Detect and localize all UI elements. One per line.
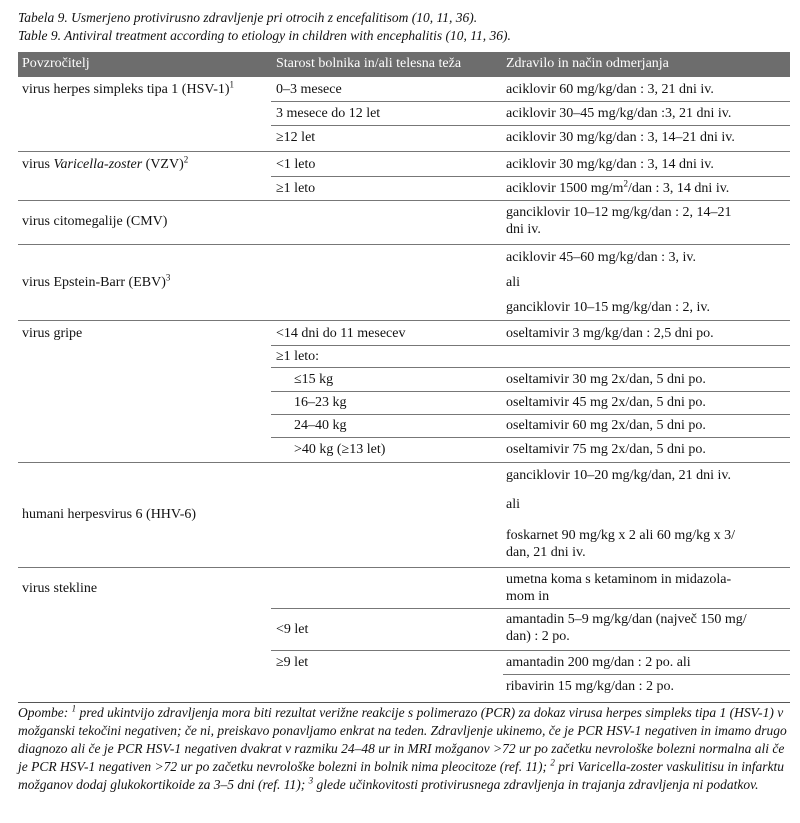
weight-cell: 16–23 kg <box>294 395 347 410</box>
age-cell: ≥1 leto <box>276 181 316 196</box>
row-divider <box>271 650 790 651</box>
table-notes: Opombe: $^1$ pred ukintvijo zdravljenja mora biti rezultat verižne reakcije s polimerazo (PCR) za dokaz virusa herpes simpleks tipa 1 (HSV-1) v možganski tekočini negativen; če ni, preiskavo ponavljamo enkrat na teden. Zdravljenje ukinemo, če je PCR HSV-1 negativen in imamo drugo diagnozo ali če je PCR HSV-1 negativen dvakrat v razmiku 24–48 ur in MRI možganov >72 ur po začetku nevrološke bolezni normalna ali če je PCR HSV-1 negativen >72 ur po začetku nevrološke bolezni in bolnik nima pleocitoze (ref. 11); $^2$ pri Varicella-zoster vaskulitisu in infarktu možganov dodaj glukokortikoide za 3–5 dni (ref. 11); $^3$ glede učinkovitosti protivirusnega zdravljenja in trajanja zdravljenja ni podatkov. <box>18 703 787 792</box>
dosage-cell: ganciklovir 10–20 mg/kg/dan, 21 dni iv. <box>506 468 732 483</box>
age-cell: ≥12 let <box>276 130 316 145</box>
dosage-or: ali <box>506 275 520 290</box>
dosage-cell: foskarnet 90 mg/kg x 2 ali 60 mg/kg x 3/ dan, 21 dni iv. <box>506 528 736 560</box>
pathogen-hhv6: humani herpesvirus 6 (HHV-6) <box>22 507 197 522</box>
dosage-cell: amantadin 200 mg/dan : 2 po. ali <box>506 655 691 670</box>
table-caption <box>18 9 511 45</box>
age-cell: <9 let <box>276 622 309 637</box>
row-ebv <box>18 245 790 321</box>
row-divider <box>271 101 790 102</box>
dosage-cell: oseltamivir 75 mg 2x/dan, 5 dni po. <box>506 442 706 457</box>
pathogen-cmv: virus citomegalije (CMV) <box>22 214 168 229</box>
pathogen-vzv: virus Varicella-zoster (VZV)$^2$ <box>22 154 189 172</box>
dosage-cell: aciklovir 30 mg/kg/dan : 3, 14–21 dni iv. <box>506 130 735 145</box>
pathogen-ebv: virus Epstein-Barr (EBV)$^3$ <box>22 272 171 290</box>
row-divider <box>503 674 790 675</box>
dosage-cell: oseltamivir 45 mg 2x/dan, 5 dni po. <box>506 395 706 410</box>
age-cell: <14 dni do 11 mesecev <box>276 326 406 341</box>
pathogen-rabies: virus stekline <box>22 581 98 596</box>
row-divider <box>271 608 790 609</box>
caption-english: Table 9. Antiviral treatment according to etiology in children with encephalitis (10, 11, 36). <box>18 28 511 43</box>
row-hsv <box>18 77 790 152</box>
header-pathogen: Povzročitelj <box>22 56 90 71</box>
row-hhv6 <box>18 463 790 568</box>
dosage-cell: aciklovir 1500 $mg/m^2$/dan : 3, 14 dni iv. <box>506 178 730 196</box>
table-header <box>18 52 790 77</box>
age-cell: ≥1 leto: <box>276 349 320 364</box>
age-cell: 3 mesece do 12 let <box>276 106 381 121</box>
pathogen-hsv: virus herpes simpleks tipa 1 $(HSV-1)^1$ <box>22 79 235 97</box>
row-divider <box>271 367 790 368</box>
header-drug-dosage: Zdravilo in način odmerjanja <box>506 56 669 71</box>
caption-slovene: Tabela 9. Usmerjeno protivirusno zdravljenje pri otrocih z encefalitisom (10, 11, 36). <box>18 10 478 25</box>
row-divider <box>271 437 790 438</box>
header-age-weight: Starost bolnika in/ali telesna teža <box>276 56 462 71</box>
weight-cell: >40 kg (≥13 let) <box>294 442 386 457</box>
treatment-table <box>18 52 790 703</box>
dosage-or: ali <box>506 497 520 512</box>
dosage-cell: aciklovir 60 mg/kg/dan : 3, 21 dni iv. <box>506 82 714 97</box>
row-influenza <box>18 321 790 463</box>
age-cell: 0–3 mesece <box>276 82 342 97</box>
row-vzv <box>18 152 790 201</box>
dosage-cell: oseltamivir 3 mg/kg/dan : 2,5 dni po. <box>506 326 714 341</box>
weight-cell: 24–40 kg <box>294 418 347 433</box>
row-divider <box>271 176 790 177</box>
row-divider <box>271 345 790 346</box>
row-divider <box>271 391 790 392</box>
pathogen-influenza: virus gripe <box>22 326 83 341</box>
row-divider <box>271 125 790 126</box>
age-cell: ≥9 let <box>276 655 309 670</box>
dosage-cell: oseltamivir 30 mg 2x/dan, 5 dni po. <box>506 372 706 387</box>
row-rabies <box>18 568 790 703</box>
row-divider <box>271 414 790 415</box>
dosage-cell: oseltamivir 60 mg 2x/dan, 5 dni po. <box>506 418 706 433</box>
dosage-cell: aciklovir 30–45 mg/kg/dan :3, 21 dni iv. <box>506 106 732 121</box>
weight-cell: ≤15 kg <box>294 372 334 387</box>
dosage-cell: ganciklovir 10–15 mg/kg/dan : 2, iv. <box>506 300 711 315</box>
dosage-cell: ganciklovir 10–12 mg/kg/dan : 2, 14–21 dni iv. <box>506 205 732 237</box>
dosage-cell: amantadin 5–9 mg/kg/dan (največ 150 mg/ dan) : 2 po. <box>506 612 747 644</box>
row-cmv <box>18 201 790 245</box>
dosage-cell: aciklovir 30 mg/kg/dan : 3, 14 dni iv. <box>506 157 714 172</box>
dosage-cell: ribavirin 15 mg/kg/dan : 2 po. <box>506 679 674 694</box>
dosage-cell: umetna koma s ketaminom in midazola- mom in <box>506 572 732 604</box>
age-cell: <1 leto <box>276 157 316 172</box>
dosage-cell: aciklovir 45–60 mg/kg/dan : 3, iv. <box>506 250 697 265</box>
